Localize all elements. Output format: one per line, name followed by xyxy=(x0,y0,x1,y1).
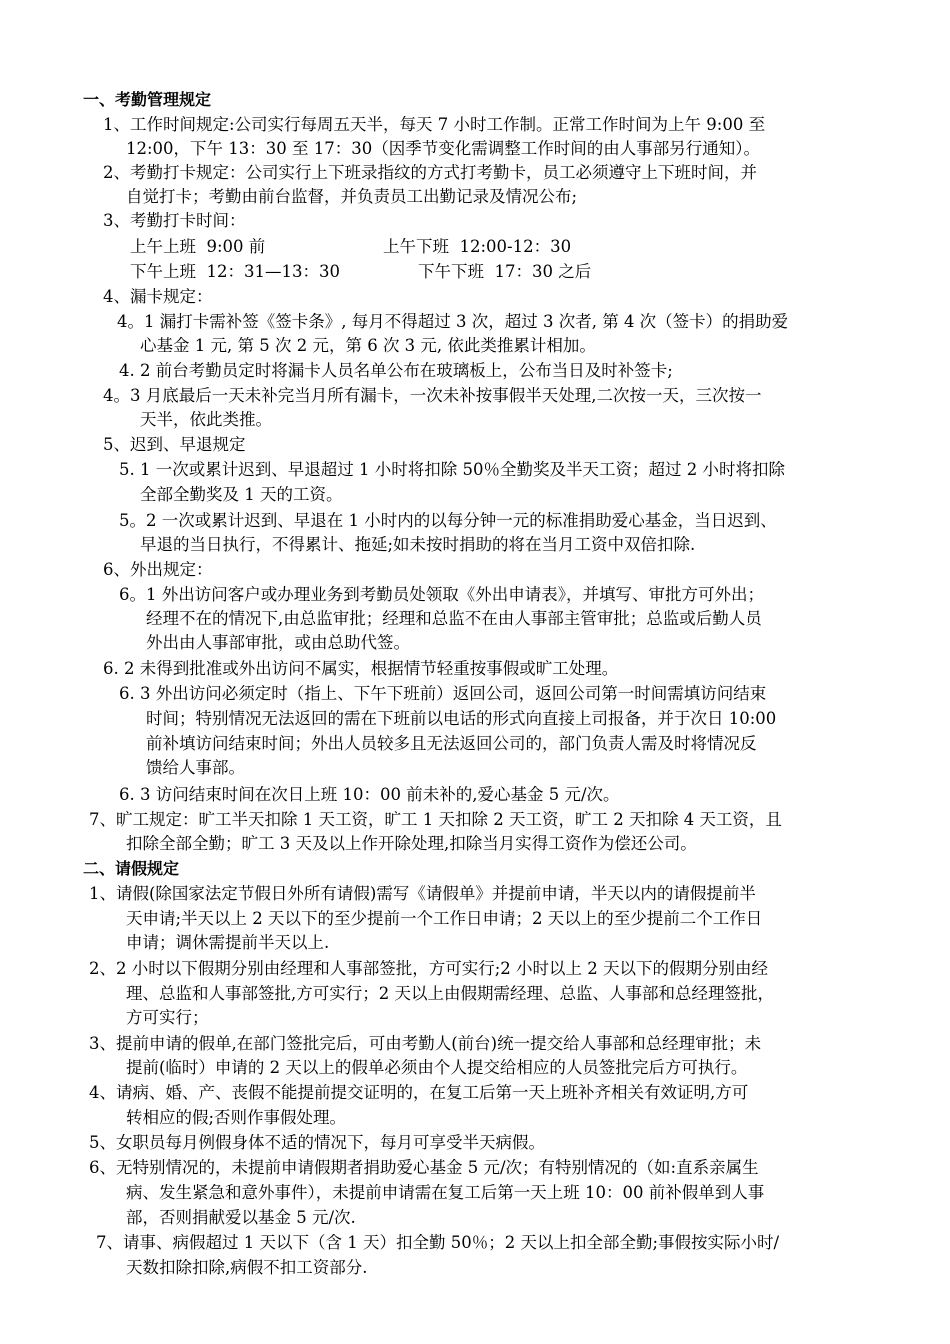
text-line: 6、外出规定： xyxy=(103,560,213,579)
text-line: 天半，依此类推。 xyxy=(140,410,272,429)
text-line: 下午下班 17：30 之后 xyxy=(418,262,592,281)
text-line: 4。1 漏打卡需补签《签卡条》, 每月不得超过 3 次，超过 3 次者, 第 4 次（签卡）的捐助爱 xyxy=(117,312,789,331)
text-line: 早退的当日执行，不得累计、拖延;如未按时捐助的将在当月工资中双倍扣除. xyxy=(140,535,696,554)
text-line: 部，否则捐献爱以基金 5 元/次. xyxy=(126,1208,356,1227)
text-line: 6. 2 未得到批准或外出访问不属实，根据情节轻重按事假或旷工处理。 xyxy=(103,659,619,678)
text-line: 5、女职员每月例假身体不适的情况下，每月可享受半天病假。 xyxy=(89,1133,545,1152)
text-line: 5、迟到、早退规定 xyxy=(103,435,246,454)
text-line: 6. 3 外出访问必须定时（指上、下午下班前）返回公司，返回公司第一时间需填访问结束 xyxy=(119,684,767,703)
text-line: 4、漏卡规定： xyxy=(103,287,213,306)
text-line: 外出由人事部审批，或由总助代签。 xyxy=(146,633,410,652)
text-line: 6、无特别情况的，未提前申请假期者捐助爱心基金 5 元/次；有特别情况的（如:直系亲属生 xyxy=(89,1158,759,1177)
text-line: 7、旷工规定：旷工半天扣除 1 天工资，旷工 1 天扣除 2 天工资，旷工 2 天扣除 4 天工资，且 xyxy=(89,810,782,829)
text-line: 馈给人事部。 xyxy=(146,758,245,777)
text-line: 4、请病、婚、产、丧假不能提前提交证明的，在复工后第一天上班补齐相关有效证明,方可 xyxy=(89,1083,749,1102)
text-line: 病、发生紧急和意外事件），未提前申请需在复工后第一天上班 10：00 前补假单到人事 xyxy=(126,1183,765,1202)
text-line: 1、请假(除国家法定节假日外所有请假)需写《请假单》并提前申请，半天以内的请假提前半 xyxy=(89,884,756,903)
text-line: 全部全勤奖及 1 天的工资。 xyxy=(140,485,343,504)
text-line: 7、请事、病假超过 1 天以下（含 1 天）扣全勤 50％；2 天以上扣全部全勤;事假按实际小时/ xyxy=(96,1233,780,1252)
text-line: 5。2 一次或累计迟到、早退在 1 小时内的以每分钟一元的标准捐助爱心基金，当日迟到、 xyxy=(119,511,777,530)
text-line: 4. 2 前台考勤员定时将漏卡人员名单公布在玻璃板上，公布当日及时补签卡; xyxy=(119,361,673,380)
text-line: 方可实行； xyxy=(126,1008,209,1027)
text-line: 12:00，下午 13：30 至 17：30（因季节变化需调整工作时间的由人事部另行通知）。 xyxy=(126,139,761,158)
text-line: 扣除全部全勤；旷工 3 天及以上作开除处理,扣除当月实得工资作为偿还公司。 xyxy=(126,834,697,853)
text-line: 理、总监和人事部签批,方可实行；2 天以上由假期需经理、总监、人事部和总经理签批， xyxy=(126,984,774,1003)
text-line: 下午上班 12：31—13：30 xyxy=(130,262,340,281)
section-1-title: 一、考勤管理规定 xyxy=(83,90,212,109)
text-line: 6。1 外出访问客户或办理业务到考勤员处领取《外出申请表》，并填写、审批方可外出； xyxy=(119,585,764,604)
text-line: 2、考勤打卡规定：公司实行上下班录指纹的方式打考勤卡，员工必须遵守上下班时间，并 xyxy=(103,163,757,182)
text-line: 转相应的假;否则作事假处理。 xyxy=(126,1108,347,1127)
text-line: 提前(临时）申请的 2 天以上的假单必须由个人提交给相应的人员签批完后方可执行。 xyxy=(126,1058,748,1077)
text-line: 5. 1 一次或累计迟到、早退超过 1 小时将扣除 50％全勤奖及半天工资；超过 2 小时将扣除 xyxy=(119,460,785,479)
text-line: 上午下班 12:00-12：30 xyxy=(383,237,572,256)
text-line: 天数扣除扣除,病假不扣工资部分. xyxy=(126,1258,368,1277)
text-line: 经理不在的情况下,由总监审批；经理和总监不在由人事部主管审批；总监或后勤人员 xyxy=(146,609,762,628)
text-line: 4。3 月底最后一天未补完当月所有漏卡，一次未补按事假半天处理,二次按一天，三次按一 xyxy=(103,386,762,405)
text-line: 心基金 1 元, 第 5 次 2 元，第 6 次 3 元, 依此类推累计相加。 xyxy=(140,336,596,355)
text-line: 1、工作时间规定:公司实行每周五天半，每天 7 小时工作制。正常工作时间为上午 9:00 至 xyxy=(103,115,766,134)
text-line: 上午上班 9:00 前 xyxy=(130,237,266,256)
text-line: 时间；特别情况无法返回的需在下班前以电话的形式向直接上司报备，并于次日 10:00 xyxy=(146,709,777,728)
text-line: 天申请;半天以上 2 天以下的至少提前一个工作日申请；2 天以上的至少提前二个工作日 xyxy=(126,909,763,928)
text-line: 3、考勤打卡时间： xyxy=(103,211,246,230)
text-line: 2、2 小时以下假期分别由经理和人事部签批，方可实行;2 小时以上 2 天以下的假期分别由经 xyxy=(89,959,769,978)
text-line: 3、提前申请的假单,在部门签批完后，可由考勤人(前台)统一提交给人事部和总经理审批；未 xyxy=(89,1034,762,1053)
section-2-title: 二、请假规定 xyxy=(83,859,180,878)
text-line: 自觉打卡；考勤由前台监督，并负责员工出勤记录及情况公布; xyxy=(126,187,578,206)
text-line: 前补填访问结束时间；外出人员较多且无法返回公司的，部门负责人需及时将情况反 xyxy=(146,734,757,753)
text-line: 6. 3 访问结束时间在次日上班 10：00 前未补的,爱心基金 5 元/次。 xyxy=(119,785,620,804)
text-line: 申请；调休需提前半天以上. xyxy=(126,933,330,952)
